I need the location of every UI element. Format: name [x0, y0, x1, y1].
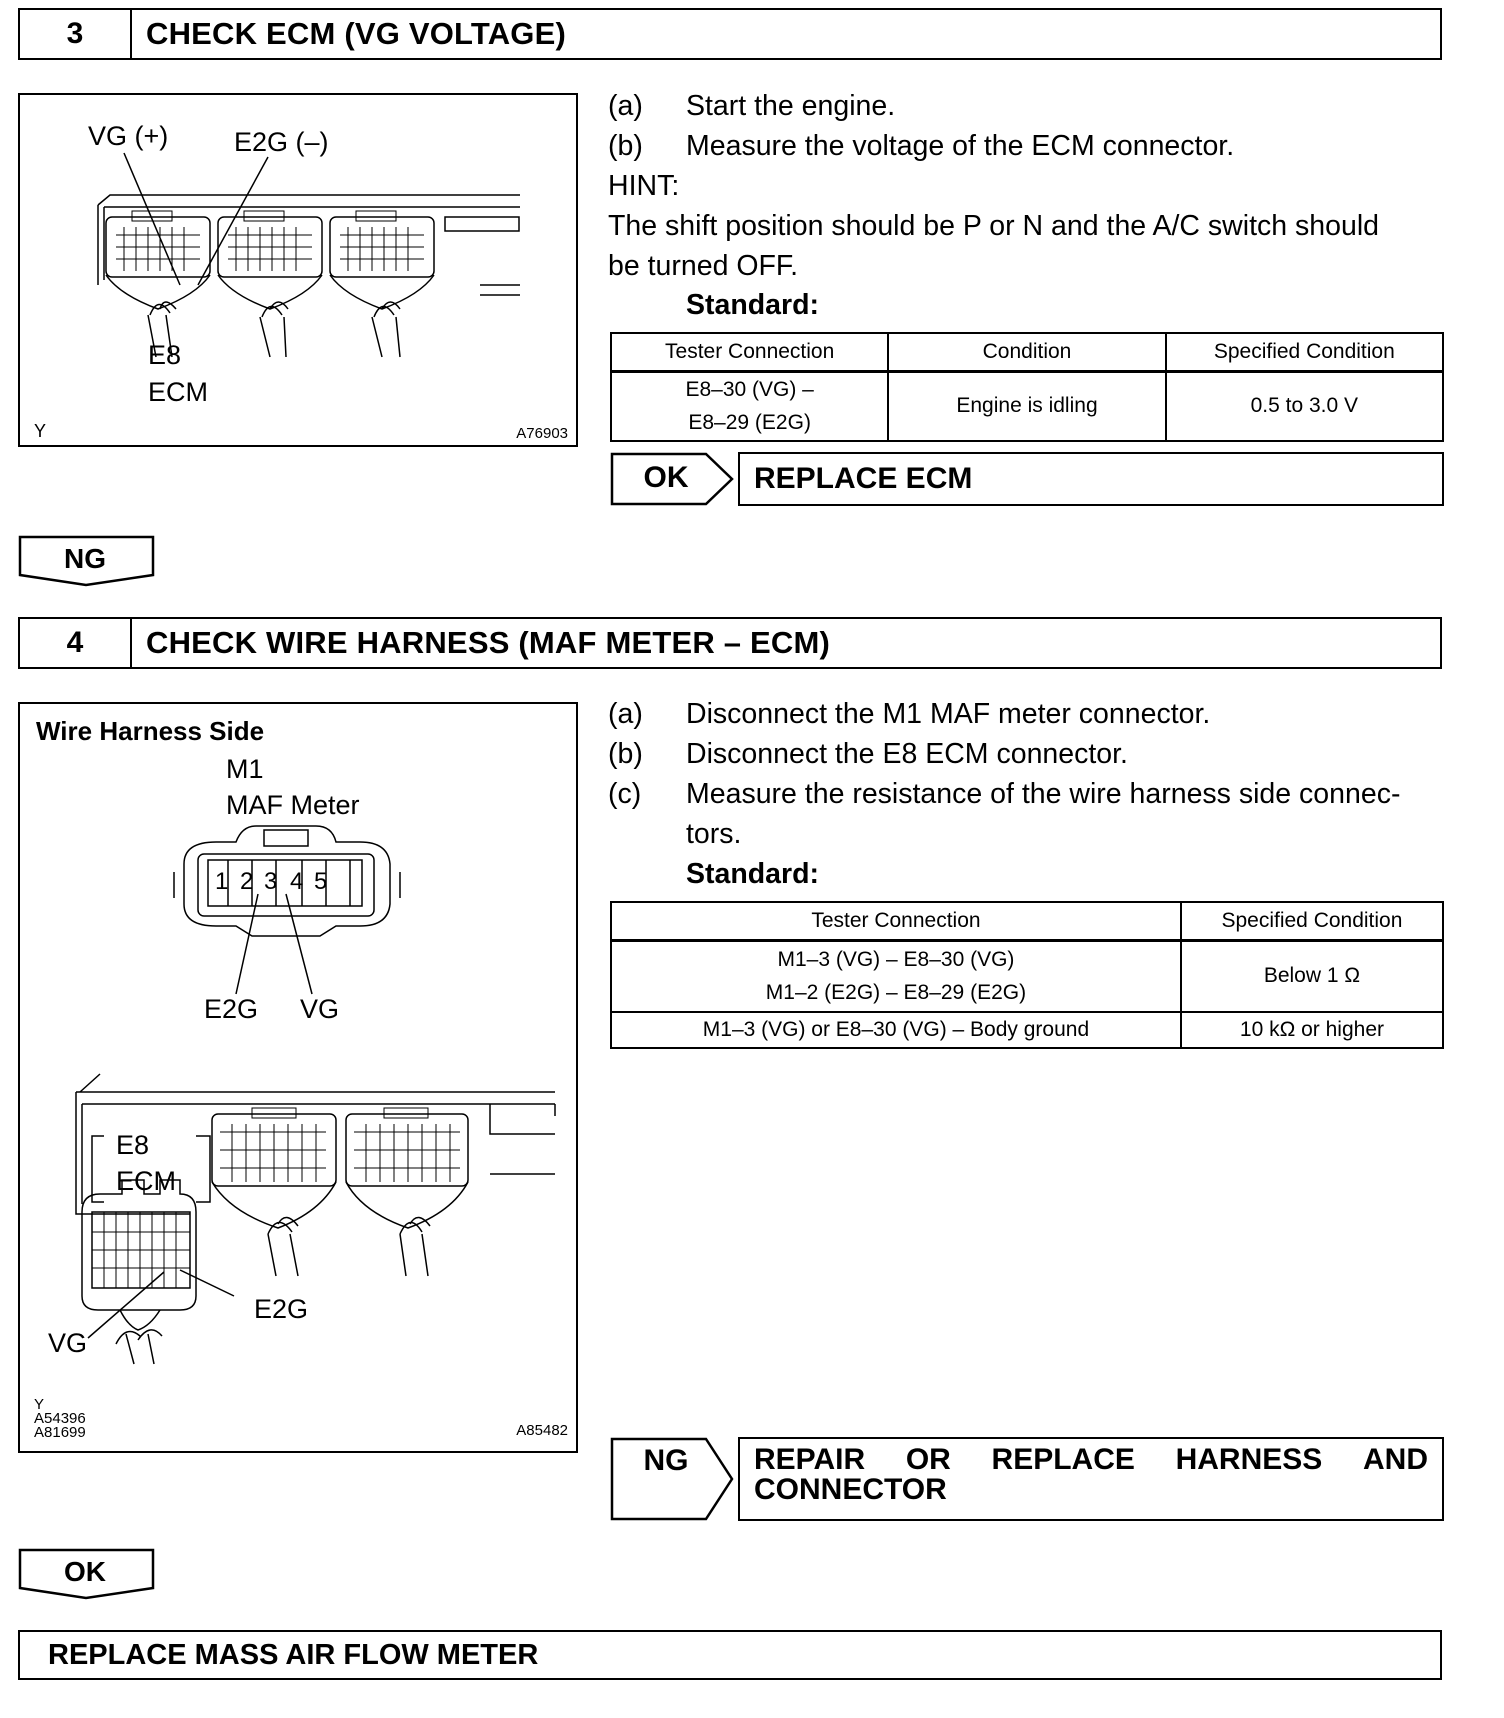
table-header: Condition: [888, 333, 1165, 371]
instruction-label: (a): [608, 698, 643, 730]
pin-5: 5: [314, 868, 328, 895]
connection-line-1: E8–30 (VG) –: [685, 378, 814, 402]
e2g-label: E2G: [204, 994, 259, 1024]
e2g-minus-label: E2G (–): [234, 127, 329, 157]
maf-meter-label: MAF Meter: [226, 790, 360, 820]
step-3-spec-table: [610, 332, 1444, 442]
hint-text-line-2: be turned OFF.: [608, 250, 799, 282]
step-3-number: 3: [20, 10, 132, 58]
step-4-instruction-a: [608, 694, 1448, 734]
vg-lower-label: VG: [48, 1328, 88, 1358]
table-header: Specified Condition: [1166, 333, 1443, 371]
vg-plus-label: VG (+): [88, 121, 169, 151]
table-header: Specified Condition: [1181, 902, 1443, 940]
e2g-lower-label: E2G: [254, 1294, 309, 1324]
repair-harness-result: [738, 1437, 1444, 1521]
ecm-label: ECM: [148, 377, 208, 407]
wire-harness-figure: [18, 702, 578, 1453]
table-header: Tester Connection: [611, 902, 1181, 940]
table-cell-specified: 10 kΩ or higher: [1181, 1012, 1443, 1048]
pin-1: 1: [215, 868, 229, 895]
step-3-title: CHECK ECM (VG VOLTAGE): [146, 16, 567, 51]
table-header: Tester Connection: [611, 333, 888, 371]
instruction-c-continued: tors.: [686, 818, 742, 850]
instruction-label: (b): [608, 130, 643, 162]
pin-4: 4: [290, 868, 304, 895]
result-word: OR: [905, 1443, 951, 1476]
ok-label: OK: [64, 1556, 106, 1587]
instruction-text: Disconnect the M1 MAF meter connector.: [686, 698, 1211, 730]
result-word: REPAIR: [754, 1443, 866, 1476]
step-4-instruction-c: [608, 774, 1448, 814]
result-word: AND: [1363, 1443, 1428, 1476]
corner-mark: Y: [34, 421, 47, 441]
hint-label: HINT:: [608, 170, 680, 202]
ecm-label: ECM: [116, 1166, 176, 1196]
e8-label: E8: [148, 340, 182, 370]
step-4-spec-table: [610, 901, 1444, 1049]
replace-ecm-result: REPLACE ECM: [738, 452, 1444, 506]
replace-maf-meter-result: REPLACE MASS AIR FLOW METER: [18, 1630, 1442, 1680]
step-4-title: CHECK WIRE HARNESS (MAF METER – ECM): [146, 625, 831, 660]
step-4-number: 4: [20, 619, 132, 667]
instruction-label: (c): [608, 778, 642, 810]
corner-mark: Y: [34, 1396, 45, 1413]
result-line-1: [754, 1445, 1428, 1475]
figure-id: A76903: [516, 425, 568, 442]
m1-label: M1: [226, 754, 264, 784]
vg-label: VG: [300, 994, 340, 1024]
instruction-text: Start the engine.: [686, 90, 896, 122]
wire-harness-side-label: Wire Harness Side: [36, 716, 265, 746]
ng-label: NG: [643, 1444, 689, 1477]
hint-text-line-1: The shift position should be P or N and the A/C switch should: [608, 210, 1380, 242]
table-cell-condition: Engine is idling: [888, 371, 1165, 441]
connection-line-1: M1–3 (VG) – E8–30 (VG): [777, 948, 1015, 972]
result-word: HARNESS: [1175, 1443, 1323, 1476]
step-4-instruction-b: [608, 734, 1448, 774]
table-cell-specified: Below 1 Ω: [1181, 940, 1443, 1012]
step-3-instruction-b: [608, 126, 1448, 166]
table-cell-specified: 0.5 to 3.0 V: [1166, 371, 1443, 441]
instruction-text: Disconnect the E8 ECM connector.: [686, 738, 1128, 770]
table-cell-connection: [611, 371, 888, 441]
instruction-label: (a): [608, 90, 643, 122]
table-cell-connection: [611, 940, 1181, 1012]
table-row: [611, 371, 1443, 441]
e8-label: E8: [116, 1130, 150, 1160]
connection-line-2: M1–2 (E2G) – E8–29 (E2G): [765, 981, 1027, 1005]
step-3-header: [18, 8, 1442, 60]
standard-label: Standard:: [686, 289, 820, 321]
reference-2: A81699: [34, 1424, 86, 1441]
figure-id: A85482: [516, 1422, 568, 1439]
table-row: [611, 940, 1443, 1012]
instruction-text: Measure the voltage of the ECM connector.: [686, 130, 1235, 162]
step-4-header: [18, 617, 1442, 669]
pin-2: 2: [240, 868, 254, 895]
ng-label: NG: [64, 543, 106, 574]
standard-label: Standard:: [686, 858, 820, 890]
pin-3: 3: [264, 868, 278, 895]
result-word: REPLACE: [991, 1443, 1135, 1476]
ok-label: OK: [643, 461, 689, 494]
step-3-instruction-a: [608, 86, 1448, 126]
table-cell-connection: M1–3 (VG) or E8–30 (VG) – Body ground: [611, 1012, 1181, 1048]
table-row: [611, 1012, 1443, 1048]
reference-1: A54396: [34, 1410, 86, 1427]
result-line-2: CONNECTOR: [754, 1473, 947, 1506]
connection-line-2: E8–29 (E2G): [688, 411, 811, 435]
instruction-label: (b): [608, 738, 643, 770]
instruction-text: Measure the resistance of the wire harness side connec-: [686, 778, 1401, 810]
ecm-connector-figure: [18, 93, 578, 447]
